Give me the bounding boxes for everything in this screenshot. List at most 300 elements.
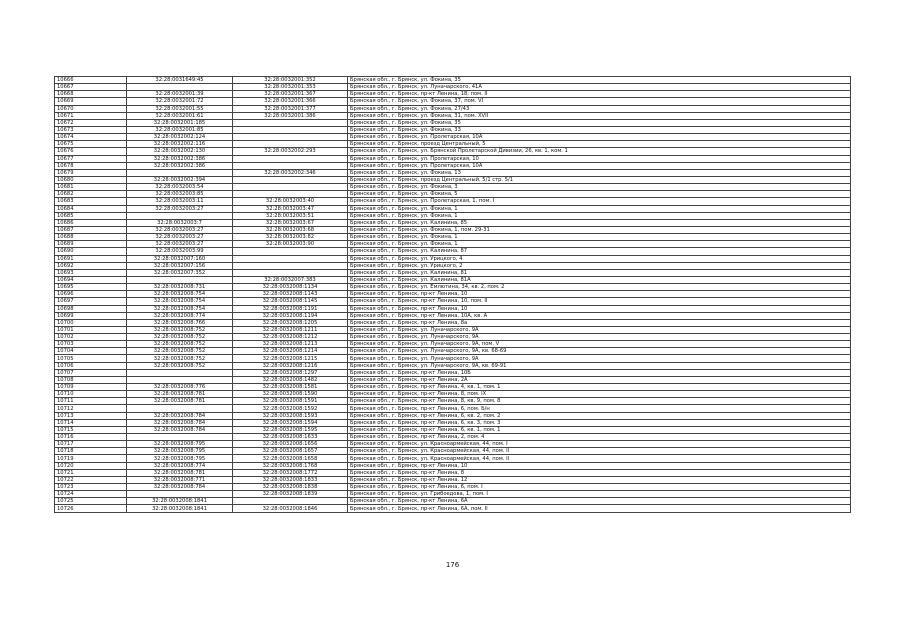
table-row [55,155,851,162]
address-cell: Брянская обл., г. Брянск, пр-кт Ленина, 2А [348,376,851,383]
table-row [55,462,851,469]
row-number-cell: 10683 [55,198,127,205]
parcel-number-cell: 32:28:0032008:771 [127,476,233,483]
address-cell: Брянская обл., г. Брянск, ул. Фокина, 1 [348,205,851,212]
object-number-cell [233,262,348,269]
row-number-cell: 10709 [55,384,127,391]
row-number-cell: 10694 [55,276,127,283]
object-number-cell: 32:28:0032008:1216 [233,362,348,369]
address-cell: Брянская обл., г. Брянск, ул. Емлютина, 34, кв. 2, пом. 2 [348,284,851,291]
row-number-cell: 10702 [55,334,127,341]
table-row [55,448,851,455]
row-number-cell: 10688 [55,234,127,241]
row-number-cell: 10726 [55,505,127,512]
object-number-cell [233,184,348,191]
row-number-cell: 10686 [55,219,127,226]
object-number-cell: 32:28:0032008:1833 [233,476,348,483]
address-cell: Брянская обл., г. Брянск, ул. Пролетарская, 10А [348,134,851,141]
object-number-cell: 32:28:0032002:346 [233,169,348,176]
parcel-number-cell: 32:28:0032002:394 [127,176,233,183]
parcel-number-cell: 32:28:0032008:752 [127,326,233,333]
table-row [55,441,851,448]
object-number-cell [233,498,348,505]
parcel-number-cell: 32:28:0032008:784 [127,484,233,491]
parcel-number-cell: 32:28:0032008:774 [127,462,233,469]
row-number-cell: 10674 [55,134,127,141]
table-row [55,169,851,176]
parcel-number-cell: 32:28:0032008:781 [127,391,233,398]
table-row [55,291,851,298]
row-number-cell: 10710 [55,391,127,398]
parcel-number-cell: 32:28:0032003:27 [127,205,233,212]
parcel-number-cell: 32:28:0032008:1841 [127,498,233,505]
table-row [55,191,851,198]
row-number-cell: 10723 [55,484,127,491]
object-number-cell: 32:28:0032008:1211 [233,326,348,333]
row-number-cell: 10712 [55,405,127,412]
parcel-number-cell [127,376,233,383]
object-number-cell: 32:28:0032008:1590 [233,391,348,398]
address-cell: Брянская обл., г. Брянск, пр-кт Ленина, 10Б [348,369,851,376]
address-cell: Брянская обл., г. Брянск, ул. Фокина, 3 [348,184,851,191]
parcel-number-cell: 32:28:0032003:27 [127,234,233,241]
object-number-cell: 32:28:0032001:377 [233,105,348,112]
address-cell: Брянская обл., г. Брянск, ул. Калинина, 81 [348,269,851,276]
row-number-cell: 10680 [55,176,127,183]
address-cell: Брянская обл., г. Брянск, пр-кт Ленина, 18, пом. II [348,91,851,98]
address-cell: Брянская обл., г. Брянск, ул. Фокина, 5 [348,191,851,198]
parcel-number-cell: 32:28:0032007:160 [127,255,233,262]
table-row [55,341,851,348]
parcel-number-cell: 32:28:0032001:39 [127,91,233,98]
parcel-number-cell: 32:28:0032008:752 [127,348,233,355]
object-number-cell: 32:28:0032008:1656 [233,441,348,448]
row-number-cell: 10681 [55,184,127,191]
parcel-number-cell: 32:28:0032002:130 [127,148,233,155]
row-number-cell: 10690 [55,248,127,255]
object-number-cell: 32:28:0032003:90 [233,241,348,248]
object-number-cell: 32:28:0032001:353 [233,84,348,91]
object-number-cell: 32:28:0032008:1213 [233,341,348,348]
row-number-cell: 10666 [55,77,127,84]
object-number-cell [233,255,348,262]
address-cell: Брянская обл., г. Брянск, ул. Фокина, 1, пом. 29-31 [348,226,851,233]
row-number-cell: 10705 [55,355,127,362]
object-number-cell: 32:28:0032008:1594 [233,419,348,426]
object-number-cell: 32:28:0032008:1134 [233,284,348,291]
table-row [55,405,851,412]
object-number-cell: 32:28:0032003:51 [233,212,348,219]
parcel-number-cell: 32:28:0032003:11 [127,198,233,205]
row-number-cell: 10700 [55,319,127,326]
address-cell: Брянская обл., г. Брянск, ул. Грибоедова, 1, пом. I [348,491,851,498]
row-number-cell: 10672 [55,119,127,126]
table-row [55,362,851,369]
object-number-cell: 32:28:0032002:293 [233,148,348,155]
parcel-number-cell: 32:28:0032001:85 [127,126,233,133]
table-row [55,305,851,312]
address-cell: Брянская обл., г. Брянск, ул. Фокина, 33 [348,126,851,133]
address-cell: Брянская обл., г. Брянск, ул. Фокина, 1 [348,241,851,248]
address-cell: Брянская обл., г. Брянск, пр-кт Ленина, 6, пом. I [348,484,851,491]
object-number-cell: 32:28:0032008:1215 [233,355,348,362]
table-row [55,269,851,276]
address-cell: Брянская обл., г. Брянск, ул. Фокина, 35 [348,77,851,84]
table-row [55,134,851,141]
object-number-cell: 32:28:0032001:366 [233,98,348,105]
row-number-cell: 10716 [55,434,127,441]
table-row [55,255,851,262]
address-cell: Брянская обл., г. Брянск, проезд Центральный, 5/1 стр. 5/1 [348,176,851,183]
address-cell: Брянская обл., г. Брянск, ул. Урицкого, 4 [348,255,851,262]
object-number-cell: 32:28:0032008:1145 [233,298,348,305]
table-row [55,241,851,248]
address-cell: Брянская обл., г. Брянск, пр-кт Ленина, 2, пом. 4 [348,434,851,441]
table-row [55,198,851,205]
table-row [55,319,851,326]
parcel-number-cell: 32:28:0032001:72 [127,98,233,105]
row-number-cell: 10692 [55,262,127,269]
table-row [55,105,851,112]
parcel-number-cell: 32:28:0032008:754 [127,305,233,312]
row-number-cell: 10675 [55,141,127,148]
parcel-number-cell: 32:28:0032001:61 [127,112,233,119]
parcel-number-cell: 32:28:0032008:784 [127,426,233,433]
address-cell: Брянская обл., г. Брянск, пр-кт Ленина, 8 [348,469,851,476]
table-row [55,284,851,291]
object-number-cell: 32:28:0032008:1297 [233,369,348,376]
table-row [55,234,851,241]
address-cell: Брянская обл., г. Брянск, пр-кт Ленина, 8, кв. 9, пом. 8 [348,398,851,405]
table-row [55,77,851,84]
parcel-number-cell: 32:28:0032001:185 [127,119,233,126]
object-number-cell: 32:28:0032008:1212 [233,334,348,341]
table-row [55,369,851,376]
object-number-cell: 32:28:0032008:1205 [233,319,348,326]
address-cell: Брянская обл., г. Брянск, ул. Красноармейская, 44, пом. I [348,441,851,448]
address-cell: Брянская обл., г. Брянск, пр-кт Ленина, 10 [348,462,851,469]
address-cell: Брянская обл., г. Брянск, ул. Луначарского, 9А, кв. 69-91 [348,362,851,369]
table-row [55,98,851,105]
parcel-number-cell: 32:28:0032002:386 [127,162,233,169]
parcel-number-cell: 32:28:0032008:781 [127,398,233,405]
table-row [55,312,851,319]
parcel-number-cell: 32:28:0032008:752 [127,355,233,362]
address-cell: Брянская обл., г. Брянск, пр-кт Ленина, 4, кв. 1, пом. 1 [348,384,851,391]
parcel-number-cell: 32:28:0032008:774 [127,312,233,319]
parcel-number-cell: 32:28:0032003:7 [127,219,233,226]
parcel-number-cell: 32:28:0032008:731 [127,284,233,291]
object-number-cell: 32:28:0032001:367 [233,91,348,98]
object-number-cell: 32:28:0032008:1592 [233,405,348,412]
row-number-cell: 10668 [55,91,127,98]
parcel-number-cell: 32:28:0032001:55 [127,105,233,112]
parcel-number-cell: 32:28:0032008:754 [127,291,233,298]
table-row [55,391,851,398]
address-cell: Брянская обл., г. Брянск, ул. Луначарского, 9А, пом. V [348,341,851,348]
row-number-cell: 10693 [55,269,127,276]
table-row [55,384,851,391]
address-cell: Брянская обл., г. Брянск, ул. Калинина, 85 [348,219,851,226]
object-number-cell: 32:28:0032008:1194 [233,312,348,319]
register-table [54,76,851,513]
row-number-cell: 10707 [55,369,127,376]
object-number-cell: 32:28:0032003:67 [233,219,348,226]
object-number-cell: 32:28:0032008:1657 [233,448,348,455]
address-cell: Брянская обл., г. Брянск, ул. Калинина, 87 [348,248,851,255]
row-number-cell: 10687 [55,226,127,233]
table-row [55,469,851,476]
parcel-number-cell [127,405,233,412]
address-cell: Брянская обл., г. Брянск, ул. Красноармейская, 44, пом. II [348,455,851,462]
row-number-cell: 10684 [55,205,127,212]
table-row [55,248,851,255]
table-row [55,326,851,333]
parcel-number-cell: 32:28:0031649:45 [127,77,233,84]
table-row [55,162,851,169]
object-number-cell [233,141,348,148]
object-number-cell [233,126,348,133]
table-row [55,84,851,91]
address-cell: Брянская обл., г. Брянск, ул. Фокина, 1 [348,212,851,219]
parcel-number-cell: 32:28:0032003:27 [127,241,233,248]
object-number-cell: 32:28:0032008:1591 [233,398,348,405]
table-row [55,334,851,341]
object-number-cell: 32:28:0032008:1482 [233,376,348,383]
row-number-cell: 10722 [55,476,127,483]
object-number-cell: 32:28:0032008:1214 [233,348,348,355]
row-number-cell: 10682 [55,191,127,198]
address-cell: Брянская обл., г. Брянск, ул. Урицкого, 2 [348,262,851,269]
parcel-number-cell: 32:28:0032008:776 [127,384,233,391]
table-row [55,505,851,512]
address-cell: Брянская обл., г. Брянск, пр-кт Ленина, 12 [348,476,851,483]
row-number-cell: 10699 [55,312,127,319]
object-number-cell: 32:28:0032001:352 [233,77,348,84]
table-row [55,219,851,226]
address-cell: Брянская обл., г. Брянск, ул. Луначарского, 9А [348,334,851,341]
parcel-number-cell: 32:28:0032008:795 [127,441,233,448]
object-number-cell: 32:28:0032008:1191 [233,305,348,312]
table-row [55,484,851,491]
address-cell: Брянская обл., г. Брянск, пр-кт Ленина, 10 [348,291,851,298]
row-number-cell: 10676 [55,148,127,155]
parcel-number-cell: 32:28:0032008:752 [127,334,233,341]
address-cell: Брянская обл., г. Брянск, ул. Брянской Пролетарской Дивизии, 26, кв. 1, ком. 1 [348,148,851,155]
address-cell: Брянская обл., г. Брянск, ул. Фокина, 27/43 [348,105,851,112]
object-number-cell [233,191,348,198]
address-cell: Брянская обл., г. Брянск, ул. Фокина, 1 [348,234,851,241]
table-row [55,226,851,233]
parcel-number-cell: 32:28:0032008:784 [127,419,233,426]
address-cell: Брянская обл., г. Брянск, пр-кт Ленина, 6А [348,498,851,505]
table-row [55,205,851,212]
object-number-cell: 32:28:0032003:82 [233,234,348,241]
parcel-number-cell: 32:28:0032003:99 [127,248,233,255]
parcel-number-cell: 32:28:0032008:754 [127,298,233,305]
address-cell: Брянская обл., г. Брянск, пр-кт Ленина, 6, кв. 2, пом. 2 [348,412,851,419]
address-cell: Брянская обл., г. Брянск, ул. Пролетарская, 10 [348,155,851,162]
table-row [55,184,851,191]
object-number-cell: 32:28:0032008:1595 [233,426,348,433]
row-number-cell: 10698 [55,305,127,312]
table-row [55,376,851,383]
table-row [55,348,851,355]
row-number-cell: 10715 [55,426,127,433]
parcel-number-cell [127,369,233,376]
row-number-cell: 10711 [55,398,127,405]
row-number-cell: 10720 [55,462,127,469]
object-number-cell: 32:28:0032008:1633 [233,434,348,441]
table-row [55,498,851,505]
object-number-cell [233,134,348,141]
address-cell: Брянская обл., г. Брянск, пр-кт Ленина, 6, пом. Б/н [348,405,851,412]
parcel-number-cell: 32:28:0032002:386 [127,155,233,162]
table-row [55,262,851,269]
object-number-cell: 32:28:0032008:1658 [233,455,348,462]
row-number-cell: 10697 [55,298,127,305]
row-number-cell: 10718 [55,448,127,455]
table-row [55,298,851,305]
object-number-cell: 32:28:0032008:1772 [233,469,348,476]
object-number-cell [233,119,348,126]
object-number-cell: 32:28:0032008:1839 [233,491,348,498]
row-number-cell: 10714 [55,419,127,426]
object-number-cell: 32:28:0032008:1768 [233,462,348,469]
object-number-cell [233,269,348,276]
parcel-number-cell [127,491,233,498]
table-row [55,434,851,441]
object-number-cell: 32:28:0032007:383 [233,276,348,283]
parcel-number-cell: 32:28:0032008:752 [127,362,233,369]
object-number-cell: 32:28:0032008:1846 [233,505,348,512]
parcel-number-cell: 32:28:0032002:124 [127,134,233,141]
row-number-cell: 10703 [55,341,127,348]
table-row [55,112,851,119]
row-number-cell: 10669 [55,98,127,105]
parcel-number-cell: 32:28:0032008:795 [127,448,233,455]
row-number-cell: 10704 [55,348,127,355]
parcel-number-cell: 32:28:0032008:1841 [127,505,233,512]
parcel-number-cell: 32:28:0032008:795 [127,455,233,462]
object-number-cell: 32:28:0032008:1593 [233,412,348,419]
table-row [55,426,851,433]
row-number-cell: 10724 [55,491,127,498]
parcel-number-cell: 32:28:0032008:766 [127,319,233,326]
parcel-number-cell: 32:28:0032008:781 [127,469,233,476]
address-cell: Брянская обл., г. Брянск, пр-кт Ленина, 6, кв. 1, пом. 1 [348,426,851,433]
address-cell: Брянская обл., г. Брянск, ул. Луначарского, 9А, кв. 68-69 [348,348,851,355]
row-number-cell: 10717 [55,441,127,448]
row-number-cell: 10677 [55,155,127,162]
table-row [55,455,851,462]
parcel-number-cell [127,169,233,176]
parcel-number-cell: 32:28:0032002:116 [127,141,233,148]
table-row [55,398,851,405]
address-cell: Брянская обл., г. Брянск, ул. Луначарского, 41А [348,84,851,91]
address-cell: Брянская обл., г. Брянск, пр-кт Ленина, 6А, пом. II [348,505,851,512]
address-cell: Брянская обл., г. Брянск, ул. Пролетарская, 1, пом. I [348,198,851,205]
table-row [55,491,851,498]
table-row [55,476,851,483]
row-number-cell: 10679 [55,169,127,176]
row-number-cell: 10706 [55,362,127,369]
table-row [55,412,851,419]
table-row [55,176,851,183]
table-row [55,148,851,155]
object-number-cell: 32:28:0032008:1143 [233,291,348,298]
row-number-cell: 10701 [55,326,127,333]
address-cell: Брянская обл., г. Брянск, ул. Фокина, 31, пом. XVII [348,112,851,119]
row-number-cell: 10685 [55,212,127,219]
row-number-cell: 10721 [55,469,127,476]
parcel-number-cell: 32:28:0032007:156 [127,262,233,269]
object-number-cell: 32:28:0032008:1838 [233,484,348,491]
address-cell: Брянская обл., г. Брянск, ул. Калинина, 81А [348,276,851,283]
table-row [55,419,851,426]
parcel-number-cell [127,276,233,283]
table-row [55,91,851,98]
address-cell: Брянская обл., г. Брянск, ул. Красноармейская, 44, пом. II [348,448,851,455]
object-number-cell [233,155,348,162]
address-cell: Брянская обл., г. Брянск, пр-кт Ленина, 6, кв. 3, пом. 3 [348,419,851,426]
row-number-cell: 10689 [55,241,127,248]
address-cell: Брянская обл., г. Брянск, ул. Пролетарская, 10А [348,162,851,169]
parcel-number-cell [127,84,233,91]
table-row [55,276,851,283]
parcel-number-cell [127,212,233,219]
register-table-container [54,76,850,513]
object-number-cell: 32:28:0032001:386 [233,112,348,119]
row-number-cell: 10725 [55,498,127,505]
object-number-cell [233,162,348,169]
address-cell: Брянская обл., г. Брянск, ул. Фокина, 35 [348,119,851,126]
table-row [55,126,851,133]
object-number-cell [233,248,348,255]
table-row [55,141,851,148]
address-cell: Брянская обл., г. Брянск, пр-кт Ленина, 8а [348,319,851,326]
address-cell: Брянская обл., г. Брянск, ул. Фокина, 13 [348,169,851,176]
table-row [55,355,851,362]
address-cell: Брянская обл., г. Брянск, пр-кт Ленина, 10 [348,305,851,312]
object-number-cell [233,176,348,183]
table-row [55,119,851,126]
parcel-number-cell [127,434,233,441]
parcel-number-cell: 32:28:0032003:54 [127,184,233,191]
parcel-number-cell: 32:28:0032008:752 [127,341,233,348]
address-cell: Брянская обл., г. Брянск, ул. Луначарского, 9А [348,355,851,362]
address-cell: Брянская обл., г. Брянск, пр-кт Ленина, 8, пом. IX [348,391,851,398]
row-number-cell: 10678 [55,162,127,169]
address-cell: Брянская обл., г. Брянск, ул. Фокина, 37, пом. VI [348,98,851,105]
object-number-cell: 32:28:0032003:47 [233,205,348,212]
row-number-cell: 10708 [55,376,127,383]
row-number-cell: 10696 [55,291,127,298]
row-number-cell: 10719 [55,455,127,462]
row-number-cell: 10691 [55,255,127,262]
parcel-number-cell: 32:28:0032008:784 [127,412,233,419]
page-number: 176 [445,561,460,569]
parcel-number-cell: 32:28:0032007:352 [127,269,233,276]
row-number-cell: 10670 [55,105,127,112]
row-number-cell: 10673 [55,126,127,133]
object-number-cell: 32:28:0032008:1581 [233,384,348,391]
parcel-number-cell: 32:28:0032003:85 [127,191,233,198]
row-number-cell: 10667 [55,84,127,91]
table-row [55,212,851,219]
address-cell: Брянская обл., г. Брянск, пр-кт Ленина, 10А, кв. А [348,312,851,319]
address-cell: Брянская обл., г. Брянск, пр-кт Ленина, 10, пом. II [348,298,851,305]
